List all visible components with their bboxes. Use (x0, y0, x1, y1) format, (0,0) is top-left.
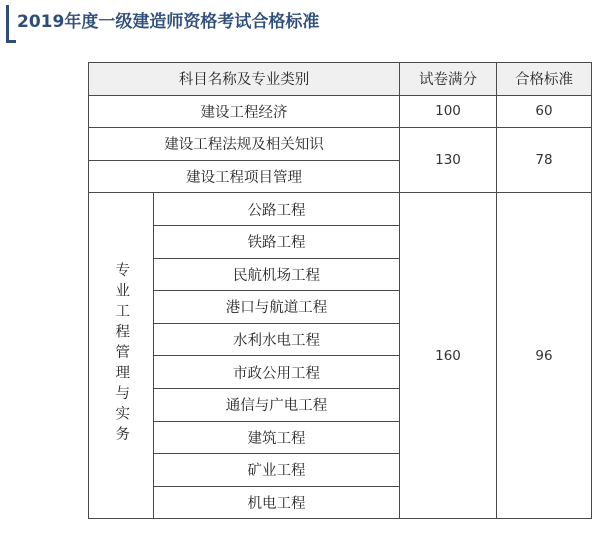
table-row (89, 95, 592, 128)
full-score-law-group: 130 (400, 128, 497, 193)
table-header-row (89, 63, 592, 96)
subject-economics: 建设工程经济 (89, 95, 400, 128)
subject-project-management: 建设工程项目管理 (89, 160, 400, 193)
practice-item: 民航机场工程 (154, 258, 400, 291)
title-bracket-decoration (6, 5, 16, 43)
table-row (89, 193, 592, 226)
subject-law: 建设工程法规及相关知识 (89, 128, 400, 161)
pass-score-law-group: 78 (497, 128, 592, 193)
full-score-economics: 100 (400, 95, 497, 128)
practice-category-cell (89, 193, 154, 519)
practice-item: 公路工程 (154, 193, 400, 226)
practice-item: 铁路工程 (154, 225, 400, 258)
practice-category-label: 专业工程管理与实务 (113, 261, 130, 447)
practice-item: 港口与航道工程 (154, 291, 400, 324)
pass-score-practice-group: 96 (497, 193, 592, 519)
practice-item: 机电工程 (154, 486, 400, 519)
pass-standards-table (88, 62, 592, 519)
practice-item: 建筑工程 (154, 421, 400, 454)
practice-item: 矿业工程 (154, 454, 400, 487)
pass-score-economics: 60 (497, 95, 592, 128)
table-row (89, 128, 592, 161)
header-subject: 科目名称及专业类别 (89, 63, 400, 96)
full-score-practice-group: 160 (400, 193, 497, 519)
practice-item: 市政公用工程 (154, 356, 400, 389)
header-full-score: 试卷满分 (400, 63, 497, 96)
header-pass-score: 合格标准 (497, 63, 592, 96)
page-title: 2019年度一级建造师资格考试合格标准 (17, 12, 320, 32)
practice-item: 通信与广电工程 (154, 388, 400, 421)
practice-item: 水利水电工程 (154, 323, 400, 356)
